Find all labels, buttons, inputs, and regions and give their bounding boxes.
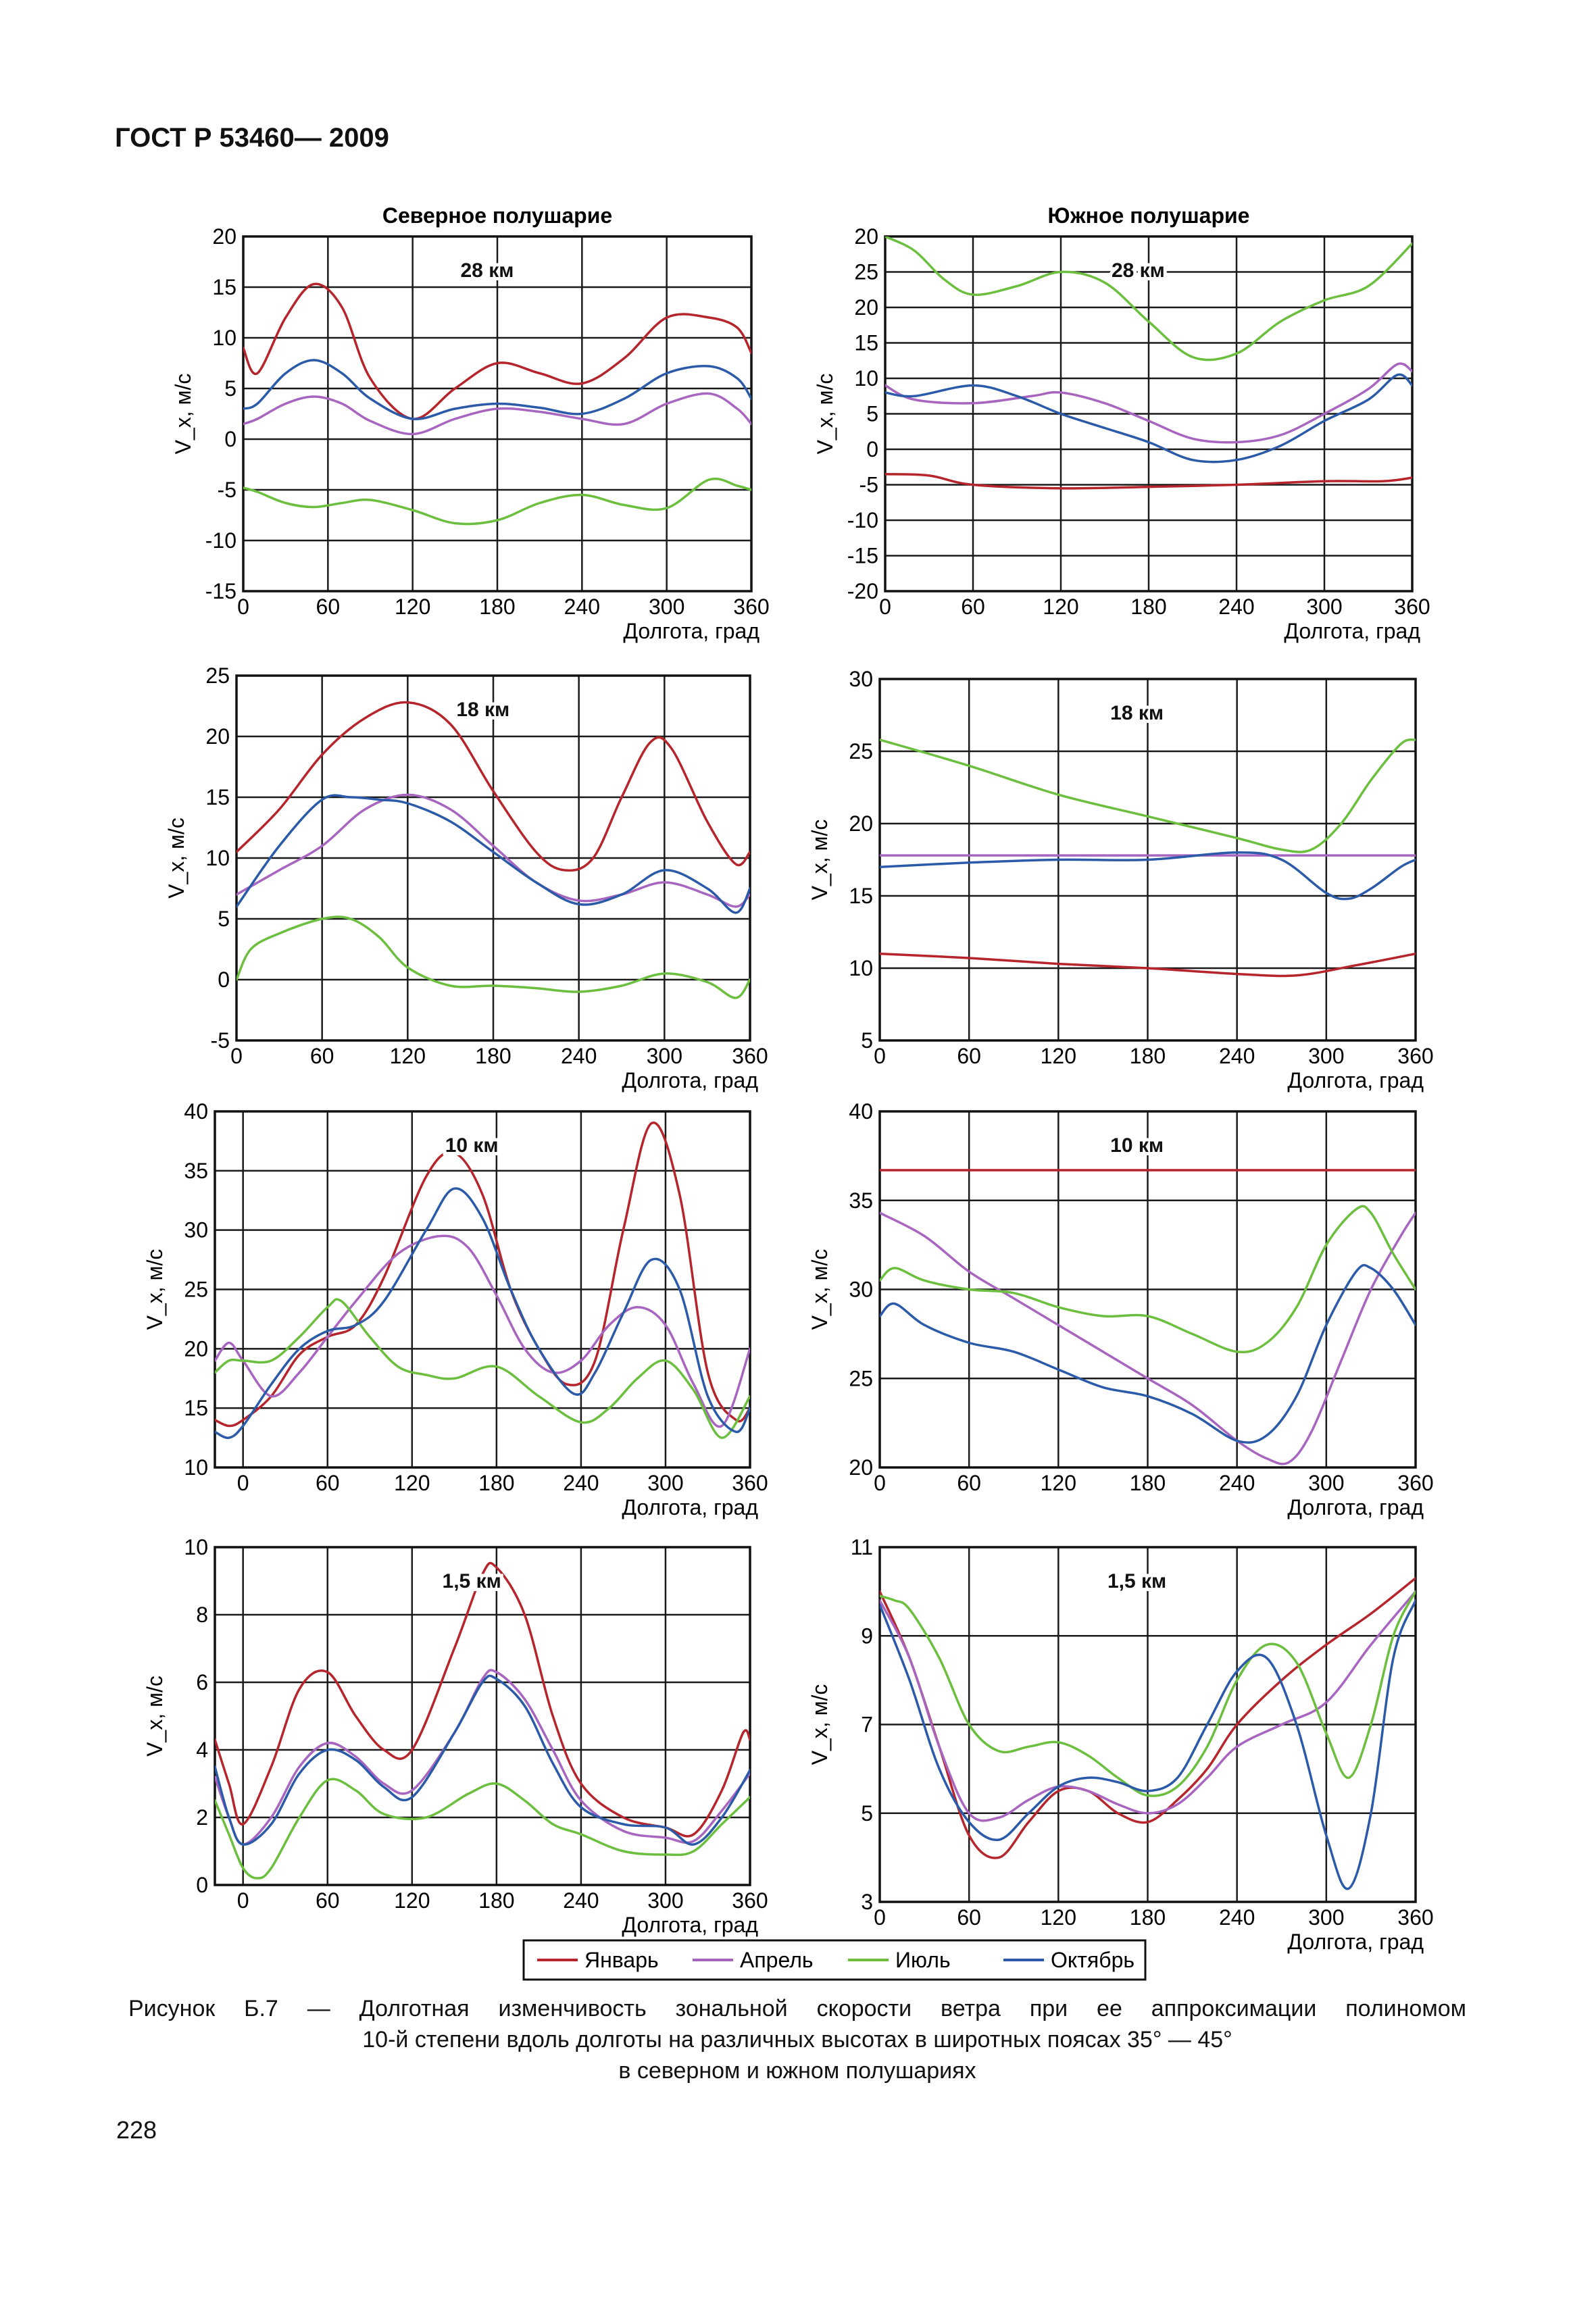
y-tick-label: 7 xyxy=(861,1712,873,1737)
grid xyxy=(880,1111,1416,1467)
x-tick-label: 0 xyxy=(237,595,249,619)
series-line-Апрель xyxy=(215,1236,750,1426)
y-tick-label: 40 xyxy=(849,1099,873,1124)
x-tick-label: 60 xyxy=(957,1044,981,1068)
x-tick-label: 0 xyxy=(874,1044,886,1068)
chart-panel-6 xyxy=(807,1099,1434,1519)
y-tick-label: 4 xyxy=(196,1738,208,1762)
y-tick-label: 5 xyxy=(224,376,236,401)
altitude-label: 1,5 км xyxy=(1107,1570,1167,1592)
chart-panel-4 xyxy=(807,667,1434,1092)
y-tick-label: 15 xyxy=(184,1396,208,1421)
x-tick-label: 120 xyxy=(394,1888,430,1913)
x-tick-label: 360 xyxy=(1397,1044,1434,1068)
x-tick-label: 60 xyxy=(315,1888,340,1913)
chart-panel-1 xyxy=(171,203,770,643)
y-tick-label: 20 xyxy=(854,295,878,320)
altitude-label: 18 км xyxy=(1110,702,1164,724)
series-line-Октябрь xyxy=(215,1188,750,1438)
y-tick-label: 5 xyxy=(861,1801,873,1826)
figure-caption xyxy=(128,1993,1466,2086)
y-tick-label: 10 xyxy=(184,1455,208,1480)
x-tick-label: 180 xyxy=(475,1044,512,1068)
x-tick-label: 360 xyxy=(732,1471,768,1495)
series-line-Январь xyxy=(215,1123,750,1426)
x-tick-label: 300 xyxy=(1308,1905,1345,1930)
x-tick-label: 240 xyxy=(564,595,601,619)
chart-panel-5 xyxy=(143,1099,768,1519)
y-tick-label: -10 xyxy=(205,528,236,553)
grid xyxy=(215,1547,750,1885)
x-tick-label: 120 xyxy=(394,595,431,619)
x-tick-label: 180 xyxy=(1129,1905,1166,1930)
x-tick-label: 360 xyxy=(732,1888,768,1913)
x-axis-label: Долгота, град xyxy=(622,1068,758,1092)
y-tick-label: 0 xyxy=(218,967,230,992)
x-tick-label: 0 xyxy=(230,1044,243,1068)
series-line-Июль xyxy=(215,1299,750,1438)
y-axis-label: V_x, м/с xyxy=(807,1684,832,1765)
plot-frame xyxy=(215,1547,750,1885)
y-tick-label: 20 xyxy=(205,724,230,749)
x-tick-label: 300 xyxy=(648,595,685,619)
y-tick-label: 35 xyxy=(184,1158,208,1183)
y-tick-label: 30 xyxy=(184,1217,208,1242)
x-tick-label: 60 xyxy=(315,1471,340,1495)
page-number: 228 xyxy=(116,2116,157,2144)
y-axis-label: V_x, м/с xyxy=(807,1249,832,1330)
x-tick-label: 0 xyxy=(879,595,891,619)
y-tick-label: 6 xyxy=(196,1670,208,1694)
x-tick-label: 300 xyxy=(1308,1044,1345,1068)
x-tick-label: 240 xyxy=(1218,595,1255,619)
x-tick-label: 240 xyxy=(1218,1905,1255,1930)
y-tick-label: 3 xyxy=(861,1890,873,1914)
grid xyxy=(215,1111,750,1467)
y-tick-label: 0 xyxy=(866,437,878,461)
y-axis-label: V_x, м/с xyxy=(143,1676,167,1757)
x-tick-label: 240 xyxy=(560,1044,597,1068)
y-tick-label: 5 xyxy=(866,401,878,426)
x-tick-label: 120 xyxy=(1040,1471,1077,1495)
y-tick-label: 20 xyxy=(849,1455,873,1480)
altitude-label: 10 км xyxy=(445,1134,499,1157)
x-axis-label: Долгота, град xyxy=(1287,1068,1424,1092)
chart-panel-3 xyxy=(164,663,768,1092)
y-tick-label: 25 xyxy=(849,1366,873,1391)
y-tick-label: 20 xyxy=(854,224,878,249)
y-tick-label: -5 xyxy=(210,1028,230,1053)
x-tick-label: 60 xyxy=(957,1905,981,1930)
x-tick-label: 120 xyxy=(394,1471,430,1495)
x-tick-label: 120 xyxy=(1043,595,1079,619)
caption-line-2: 10-й степени вдоль долготы на различных высотах в широтных поясах 35° — 45° xyxy=(362,2027,1232,2053)
y-tick-label: 30 xyxy=(849,1277,873,1302)
y-tick-label: 5 xyxy=(861,1028,873,1053)
x-tick-label: 360 xyxy=(732,1044,768,1068)
x-tick-label: 360 xyxy=(1394,595,1430,619)
y-tick-label: 10 xyxy=(205,846,230,870)
x-tick-label: 60 xyxy=(961,595,985,619)
x-tick-label: 120 xyxy=(1040,1905,1077,1930)
x-tick-label: 0 xyxy=(874,1905,886,1930)
y-tick-label: 20 xyxy=(212,224,236,249)
x-tick-label: 300 xyxy=(1306,595,1343,619)
x-tick-label: 180 xyxy=(1130,595,1167,619)
x-tick-label: 0 xyxy=(236,1471,249,1495)
y-tick-label: 0 xyxy=(196,1873,208,1897)
x-tick-label: 0 xyxy=(236,1888,249,1913)
y-axis-label: V_x, м/с xyxy=(164,818,189,899)
y-tick-label: 0 xyxy=(224,427,236,451)
document-header: ГОСТ Р 53460— 2009 xyxy=(115,123,389,153)
y-tick-label: 40 xyxy=(184,1099,208,1124)
x-tick-label: 180 xyxy=(478,1888,515,1913)
y-tick-label: 5 xyxy=(218,907,230,931)
chart-panel-8 xyxy=(807,1535,1434,1954)
y-tick-label: -15 xyxy=(205,579,236,603)
y-tick-label: 15 xyxy=(212,275,236,299)
y-tick-label: 9 xyxy=(861,1624,873,1649)
caption-line-3: в северном и южном полушариях xyxy=(618,2058,976,2084)
y-tick-label: 10 xyxy=(854,366,878,391)
legend-label: Июль xyxy=(895,1948,951,1972)
x-tick-label: 180 xyxy=(478,1471,515,1495)
x-tick-label: 60 xyxy=(957,1471,981,1495)
x-tick-label: 300 xyxy=(646,1044,683,1068)
y-tick-label: 25 xyxy=(205,663,230,688)
y-axis-label: V_x, м/с xyxy=(807,819,832,901)
series-line-Январь xyxy=(215,1563,750,1836)
y-tick-label: 35 xyxy=(849,1188,873,1213)
y-tick-label: -5 xyxy=(217,478,236,502)
altitude-label: 28 км xyxy=(460,259,514,282)
x-tick-label: 120 xyxy=(389,1044,426,1068)
y-axis-label: V_x, м/с xyxy=(171,373,195,455)
x-axis-label: Долгота, град xyxy=(622,1495,758,1519)
y-tick-label: 15 xyxy=(849,884,873,908)
x-tick-label: 60 xyxy=(309,1044,334,1068)
legend-label: Январь xyxy=(584,1948,659,1972)
x-tick-label: 360 xyxy=(733,595,770,619)
y-tick-label: 25 xyxy=(849,739,873,763)
legend-label: Апрель xyxy=(740,1948,814,1972)
x-tick-label: 300 xyxy=(647,1888,684,1913)
x-axis-label: Долгота, град xyxy=(622,1913,758,1937)
y-tick-label: -10 xyxy=(847,508,878,532)
y-tick-label: 20 xyxy=(849,811,873,836)
x-tick-label: 60 xyxy=(316,595,341,619)
x-tick-label: 300 xyxy=(1308,1471,1345,1495)
y-tick-label: 25 xyxy=(184,1277,208,1302)
y-tick-label: 8 xyxy=(196,1603,208,1627)
y-tick-label: 11 xyxy=(850,1535,873,1559)
grid xyxy=(885,236,1412,591)
hemisphere-title: Южное полушарие xyxy=(1047,203,1250,228)
legend-label: Октябрь xyxy=(1051,1948,1135,1972)
hemisphere-title: Северное полушарие xyxy=(382,203,613,228)
y-tick-label: 25 xyxy=(854,259,878,284)
x-tick-label: 300 xyxy=(647,1471,684,1495)
y-tick-label: -20 xyxy=(847,579,878,603)
altitude-label: 1,5 км xyxy=(442,1570,501,1592)
y-axis-label: V_x, м/с xyxy=(813,373,837,455)
y-tick-label: 2 xyxy=(196,1805,208,1830)
y-tick-label: 10 xyxy=(212,326,236,350)
y-tick-label: 10 xyxy=(184,1535,208,1559)
chart-panel-7 xyxy=(143,1535,768,1937)
x-axis-label: Долгота, град xyxy=(623,619,759,643)
x-tick-label: 180 xyxy=(1129,1044,1166,1068)
altitude-label: 28 км xyxy=(1111,259,1165,282)
y-tick-label: 20 xyxy=(184,1336,208,1361)
y-tick-label: 10 xyxy=(849,956,873,980)
x-tick-label: 180 xyxy=(479,595,516,619)
altitude-label: 10 км xyxy=(1110,1134,1164,1157)
grid xyxy=(243,236,751,591)
grid xyxy=(880,1547,1416,1902)
x-tick-label: 120 xyxy=(1040,1044,1077,1068)
y-tick-label: -5 xyxy=(859,472,878,497)
caption-line-1: Рисунок Б.7 — Долготная изменчивость зональной скорости ветра при ее аппроксимации полиномом xyxy=(128,1996,1466,2021)
x-tick-label: 360 xyxy=(1397,1905,1434,1930)
y-tick-label: -15 xyxy=(847,543,878,568)
y-tick-label: 30 xyxy=(849,667,873,691)
x-tick-label: 360 xyxy=(1397,1471,1434,1495)
x-axis-label: Долгота, град xyxy=(1287,1930,1424,1954)
legend xyxy=(524,1940,1145,1980)
y-axis-label: V_x, м/с xyxy=(143,1249,167,1330)
x-tick-label: 240 xyxy=(563,1471,599,1495)
x-tick-label: 240 xyxy=(1218,1044,1255,1068)
chart-panel-2 xyxy=(813,203,1430,643)
x-axis-label: Долгота, град xyxy=(1287,1495,1424,1519)
x-tick-label: 240 xyxy=(563,1888,599,1913)
x-tick-label: 240 xyxy=(1218,1471,1255,1495)
y-tick-label: 15 xyxy=(205,785,230,809)
series-group xyxy=(215,1563,750,1878)
y-tick-label: 15 xyxy=(854,330,878,355)
x-tick-label: 0 xyxy=(874,1471,886,1495)
altitude-label: 18 км xyxy=(456,699,510,721)
x-axis-label: Долгота, град xyxy=(1284,619,1420,643)
x-tick-label: 180 xyxy=(1129,1471,1166,1495)
